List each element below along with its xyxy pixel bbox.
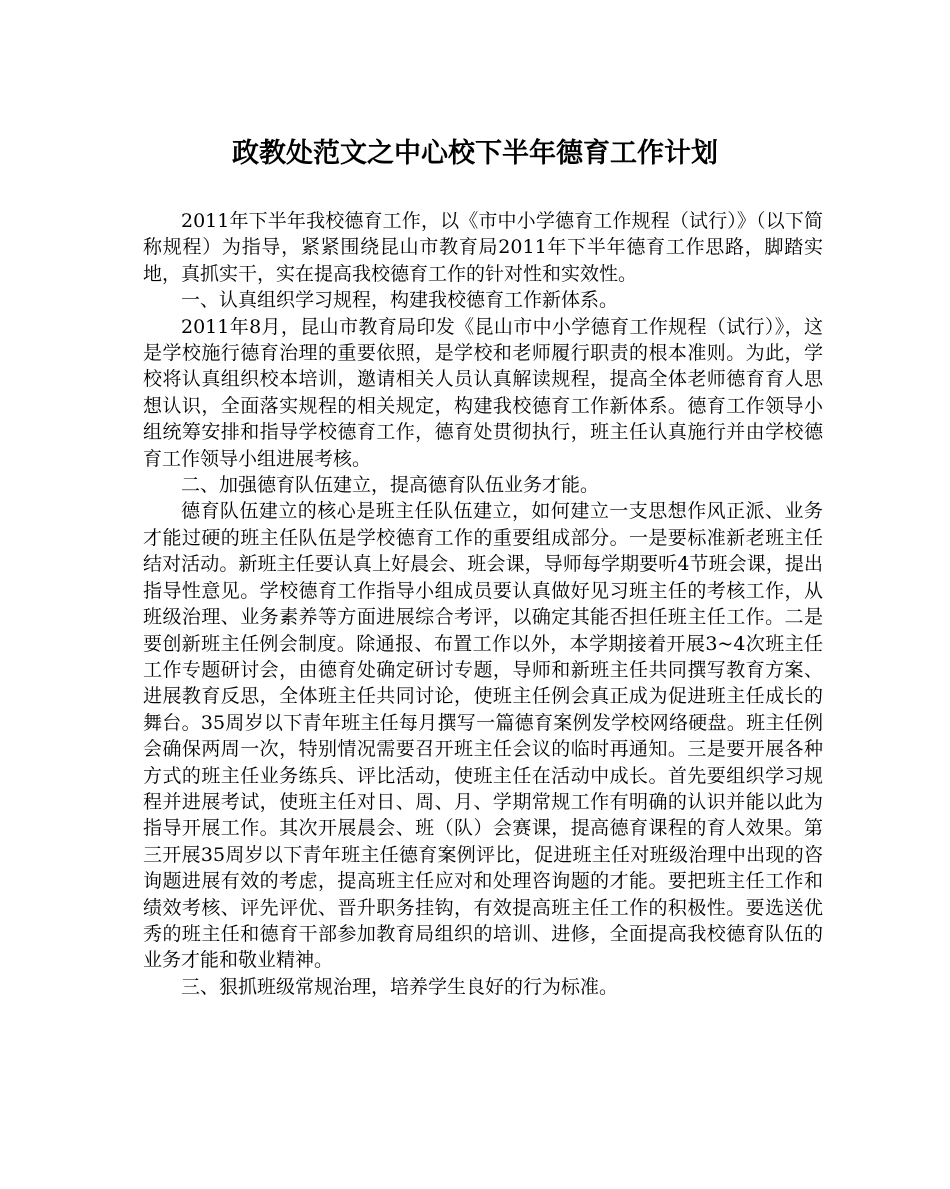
section-heading-2: 二、加强德育队伍建立，提高德育队伍业务才能。 [181,474,600,497]
paragraph-section-2: 德育队伍建立的核心是班主任队伍建立，如何建立一支思想作风正派、业务才能过硬的班主任队伍是学校德育工作的重要组成部分。一是要标准新老班主任结对活动。新班主任要认真上好晨会、班会课，导师每学期要听4节班会课，提出指导性意见。学校德育工作指导小组成员要认真做好见习班主任的考核工作，从班级治理、业务素养等方面进展综合考评，以确定其能否担任班主任工作。二是要创新班主任例会制度。除通报、布置工作以外，本学期接着开展3~4次班主任工作专题研讨会，由德育处确定研讨专题，导师和新班主任共同撰写教育方案、进展教育反思，全体班主任共同讨论，使班主任例会真正成为促进班主任成长的舞台。35周岁以下青年班主任每月撰写一篇德育案例发学校网络硬盘。班主任例会确保两周一次，特别情况需要召开班主任会议的临时再通知。三是要开展各种方式的班主任业务练兵、评比活动，使班主任在活动中成长。首先要组织学习规程并进展考试，使班主任对日、周、月、学期常规工作有明确的认识并能以此为指导开展工作。其次开展晨会、班（队）会赛课，提高德育课程的育人效果。第三开展35周岁以下青年班主任德育案例评比，促进班主任对班级治理中出现的咨询题进展有效的考虑，提高班主任应对和处理咨询题的才能。要把班主任工作和绩效考核、评先评优、晋升职务挂钩，有效提高班主任工作的积极性。要选送优秀的班主任和德育干部参加教育局组织的培训、进修，全面提高我校德育队伍的业务才能和敬业精神。 [143,500,823,972]
section-heading-1: 一、认真组织学习规程，构建我校德育工作新体系。 [181,289,619,312]
paragraph-intro: 2011年下半年我校德育工作，以《市中小学德育工作规程（试行）》（以下简称规程）为指导，紧紧围绕昆山市教育局2011年下半年德育工作思路，脚踏实地，真抓实干，实在提高我校德育工作的针对性和实效性。 [143,210,823,285]
paragraph-section-1: 2011年8月，昆山市教育局印发《昆山市中小学德育工作规程（试行）》，这是学校施行德育治理的重要依照，是学校和老师履行职责的根本准则。为此，学校将认真组织校本培训，邀请相关人员认真解读规程，提高全体老师德育育人思想认识，全面落实规程的相关规定，构建我校德育工作新体系。德育工作领导小组统筹安排和指导学校德育工作，德育处贯彻执行，班主任认真施行并由学校德育工作领导小组进展考核。 [143,315,823,470]
document-title: 政教处范文之中心校下半年德育工作计划 [232,138,718,169]
section-heading-3: 三、狠抓班级常规治理，培养学生良好的行为标准。 [181,975,619,998]
document-body [143,208,823,1000]
